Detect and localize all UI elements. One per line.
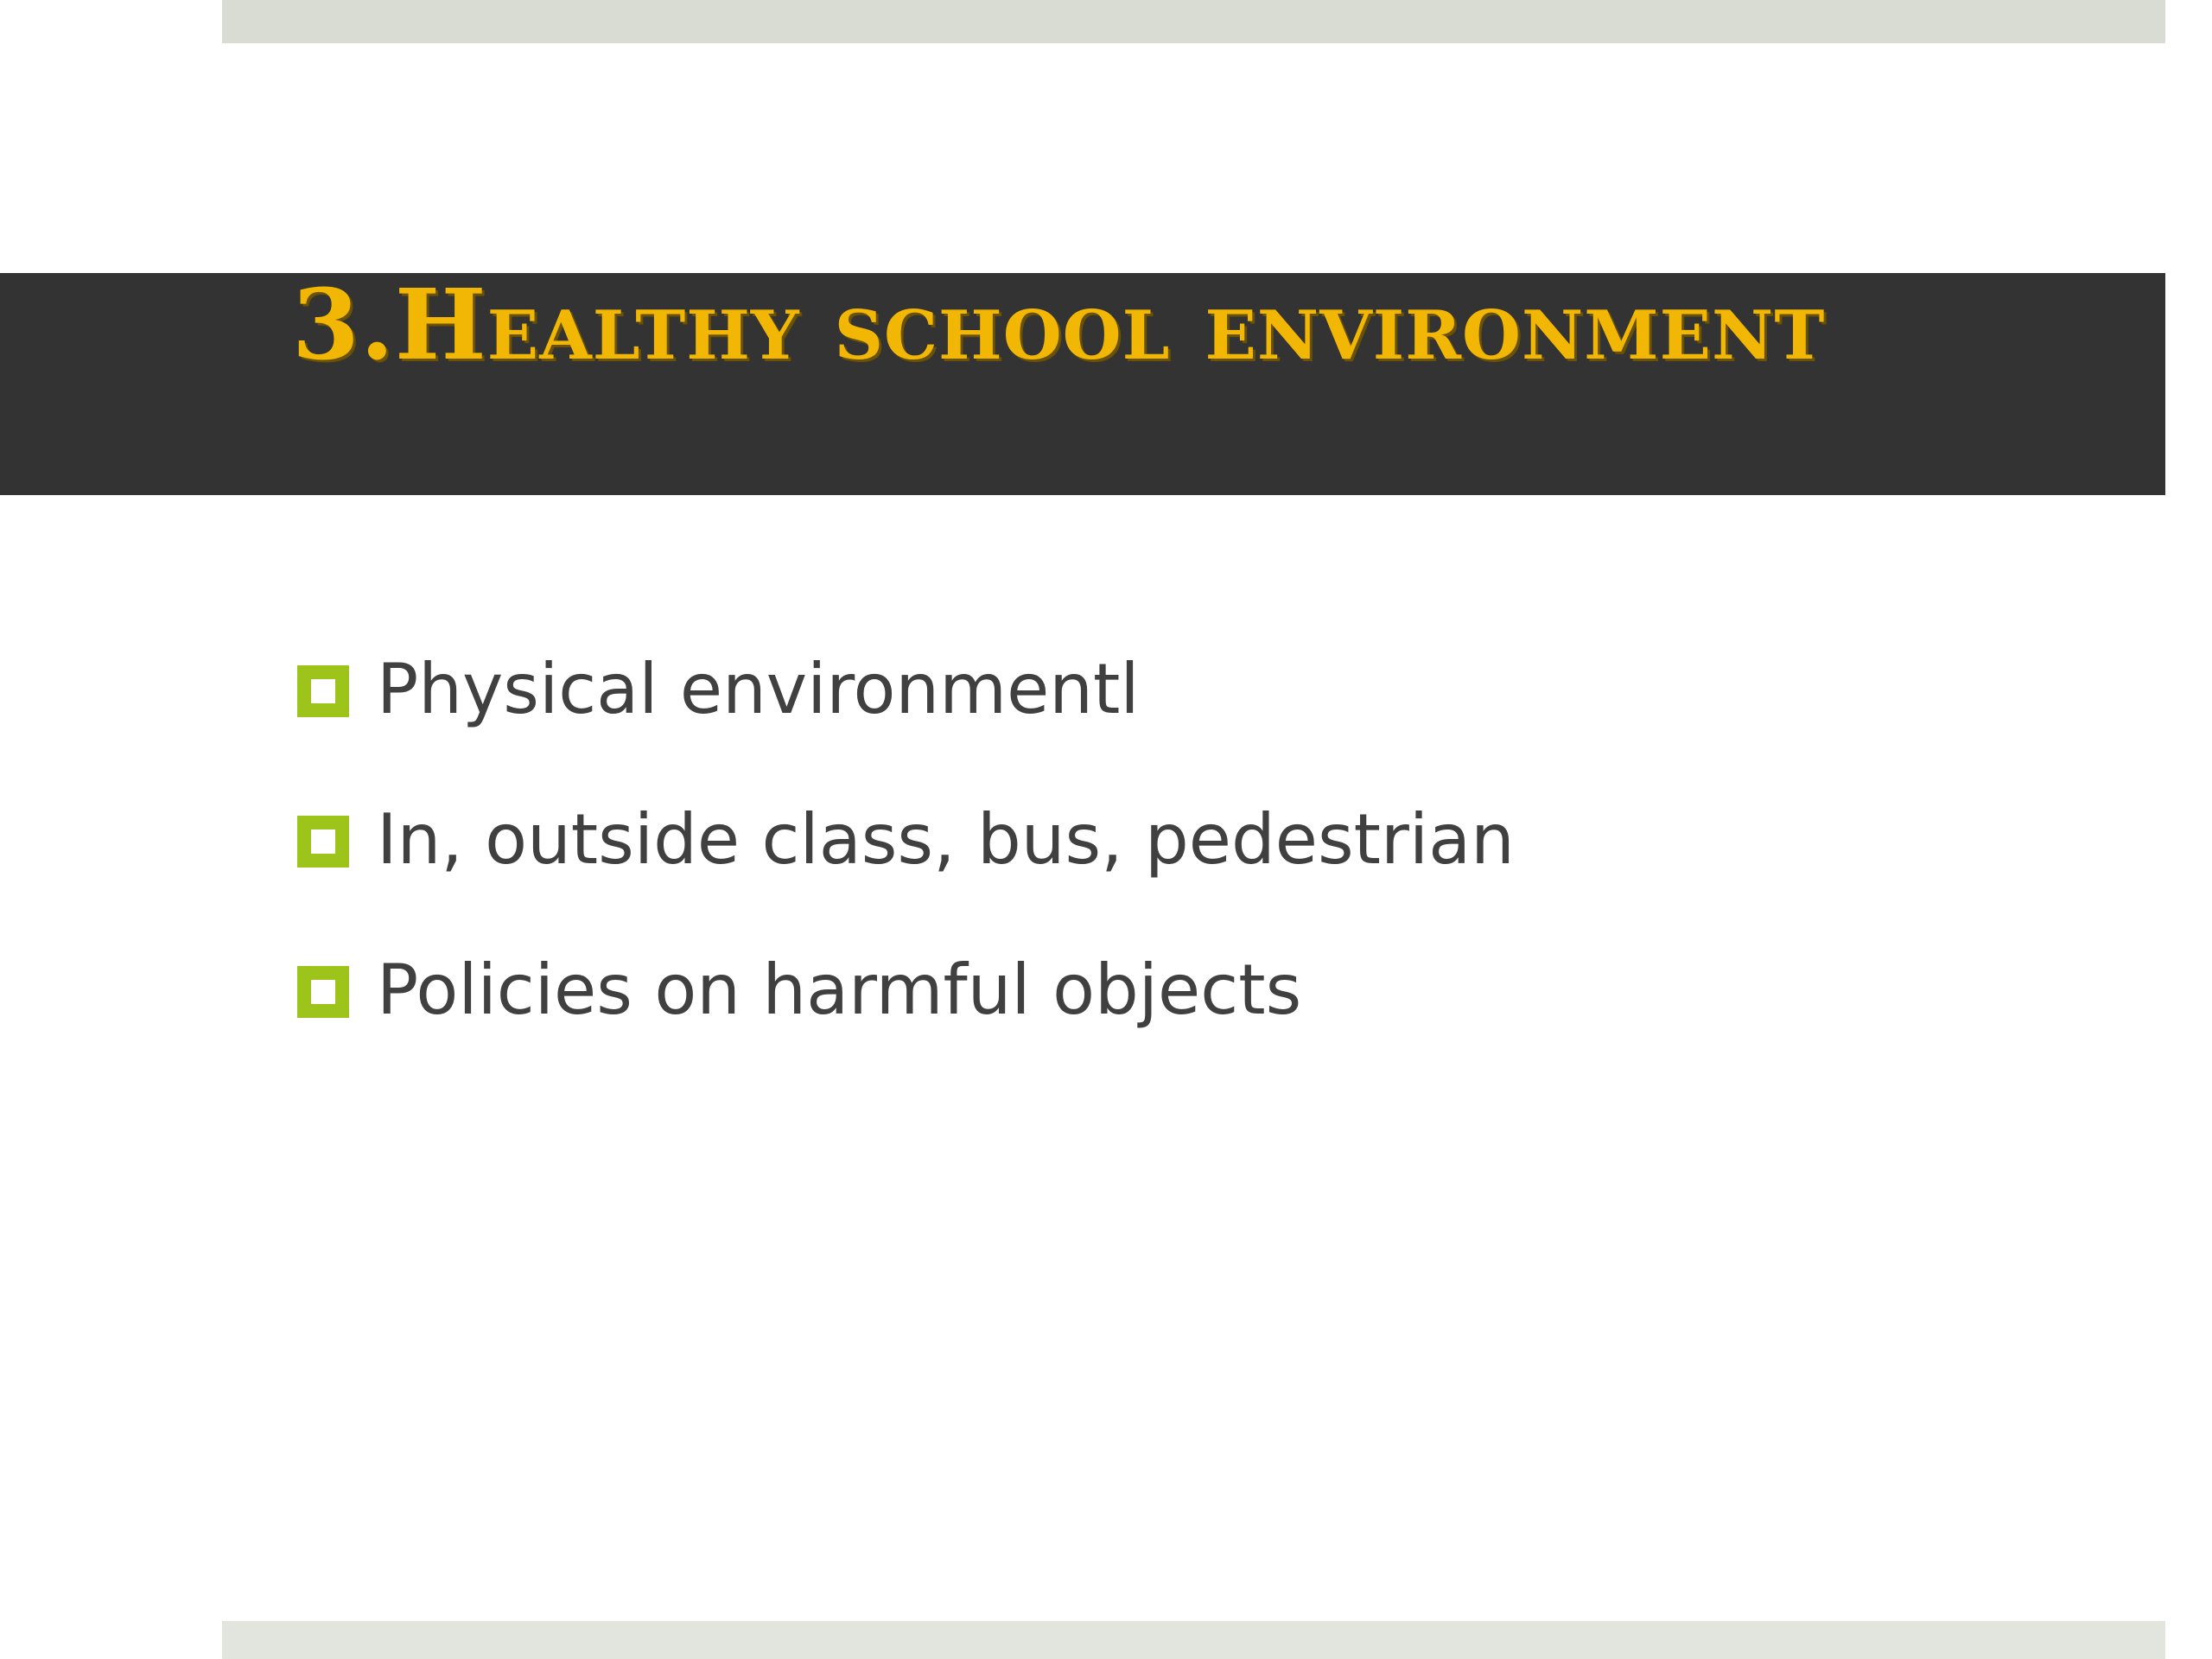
- bullet-text: Physical environmentl: [377, 649, 1140, 729]
- square-bullet-icon: [297, 816, 349, 868]
- bullet-item: [297, 788, 1515, 938]
- bullet-item: [297, 638, 1515, 788]
- bullet-list: [297, 638, 1515, 1089]
- square-bullet-icon: [297, 966, 349, 1018]
- top-decorative-band: [222, 0, 2165, 43]
- bullet-text: Policies on harmful objects: [377, 950, 1302, 1030]
- slide-title: 3.Healthy school environment: [292, 269, 1826, 382]
- bullet-item: [297, 938, 1515, 1089]
- bottom-decorative-band: [222, 1621, 2165, 1659]
- bullet-text: In, outside class, bus, pedestrian: [377, 799, 1515, 880]
- square-bullet-icon: [297, 665, 349, 717]
